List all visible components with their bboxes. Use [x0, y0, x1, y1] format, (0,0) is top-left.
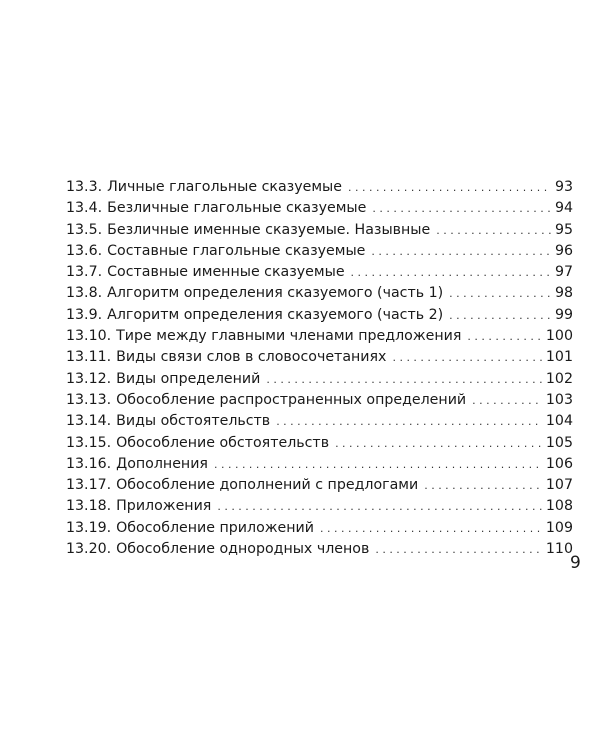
toc-entry-title: Алгоритм определения сказуемого (часть 2) [107, 306, 444, 323]
toc-entry-page: 103 [545, 391, 573, 408]
toc-entry-title: Составные глагольные сказуемые [107, 242, 366, 259]
toc-entry-title: Виды обстоятельств [116, 413, 271, 430]
toc-dot-leader [214, 454, 542, 475]
toc-dot-leader [276, 411, 542, 432]
toc-entry [66, 177, 573, 198]
toc-entry-number: 13.9. [66, 306, 103, 323]
toc-entry [66, 433, 573, 454]
toc-entry-number: 13.14. [66, 413, 112, 430]
toc-entry-title: Обособление обстоятельств [116, 434, 330, 451]
toc-entry [66, 326, 573, 347]
toc-entry-number: 13.11. [66, 349, 112, 366]
toc-entry [66, 220, 573, 241]
toc-dot-leader [371, 241, 551, 262]
toc-entry-page: 94 [554, 200, 573, 217]
toc-entry-number: 13.18. [66, 498, 112, 515]
toc-dot-leader [392, 347, 541, 368]
toc-entry-number: 13.3. [66, 179, 103, 195]
toc-entry [66, 518, 573, 539]
toc-dot-leader [335, 433, 542, 454]
toc-entry [66, 241, 573, 262]
toc-entry-title: Безличные глагольные сказуемые [107, 200, 367, 217]
table-of-contents [66, 177, 573, 560]
toc-entry-title: Составные именные сказуемые [107, 264, 345, 281]
toc-entry [66, 390, 573, 411]
toc-entry [66, 283, 573, 304]
toc-dot-leader [320, 518, 542, 539]
toc-entry-title: Обособление однородных членов [116, 541, 370, 558]
toc-entry-number: 13.19. [66, 519, 112, 536]
toc-entry [66, 539, 573, 560]
toc-dot-leader [449, 305, 551, 326]
toc-entry-page: 105 [545, 434, 573, 451]
toc-dot-leader [424, 475, 542, 496]
toc-entry-number: 13.5. [66, 221, 103, 238]
toc-dot-leader [372, 198, 551, 219]
toc-dot-leader [217, 496, 542, 517]
toc-entry-title: Тире между главными членами предложения [116, 328, 462, 345]
toc-entry-page: 99 [554, 306, 573, 323]
toc-entry-page: 96 [554, 242, 573, 259]
toc-entry-title: Обособление распространенных определений [116, 391, 467, 408]
toc-entry-number: 13.7. [66, 264, 103, 281]
toc-dot-leader [266, 369, 542, 390]
toc-dot-leader [449, 283, 551, 304]
toc-entry-page: 100 [545, 328, 573, 345]
toc-entry [66, 454, 573, 475]
toc-entry-title: Личные глагольные сказуемые [107, 179, 342, 195]
toc-entry-page: 107 [545, 477, 573, 494]
toc-entry-page: 98 [554, 285, 573, 302]
toc-entry-page: 104 [545, 413, 573, 430]
page-number: 9 [570, 553, 581, 573]
toc-entry-title: Дополнения [116, 455, 208, 472]
toc-entry-page: 110 [545, 541, 573, 558]
toc-dot-leader [375, 539, 542, 560]
toc-entry-title: Виды определений [116, 370, 261, 387]
toc-entry-page: 95 [554, 221, 573, 238]
toc-entry-page: 101 [545, 349, 573, 366]
toc-entry-title: Безличные именные сказуемые. Назывные [107, 221, 431, 238]
toc-entry [66, 347, 573, 368]
toc-entry [66, 305, 573, 326]
toc-dot-leader [467, 326, 542, 347]
toc-entry-number: 13.16. [66, 455, 112, 472]
toc-entry-page: 108 [545, 498, 573, 515]
toc-entry [66, 369, 573, 390]
toc-dot-leader [472, 390, 542, 411]
toc-entry [66, 198, 573, 219]
toc-entry-page: 102 [545, 370, 573, 387]
toc-entry-number: 13.15. [66, 434, 112, 451]
toc-entry-title: Приложения [116, 498, 212, 515]
toc-entry-number: 13.10. [66, 328, 112, 345]
toc-entry-number: 13.8. [66, 285, 103, 302]
toc-entry-number: 13.17. [66, 477, 112, 494]
toc-entry-number: 13.6. [66, 242, 103, 259]
toc-entry-title: Виды связи слов в словосочетаниях [116, 349, 387, 366]
toc-entry-page: 109 [545, 519, 573, 536]
toc-dot-leader [436, 220, 551, 241]
toc-dot-leader [348, 177, 551, 198]
toc-entry-page: 106 [545, 455, 573, 472]
toc-entry-title: Обособление приложений [116, 519, 314, 536]
toc-entry-number: 13.20. [66, 541, 112, 558]
toc-entry-number: 13.13. [66, 391, 112, 408]
toc-dot-leader [351, 262, 551, 283]
toc-entry-title: Обособление дополнений с предлогами [116, 477, 419, 494]
toc-entry [66, 496, 573, 517]
toc-entry-title: Алгоритм определения сказуемого (часть 1) [107, 285, 444, 302]
toc-entry-number: 13.4. [66, 200, 103, 217]
toc-entry [66, 475, 573, 496]
toc-entry-number: 13.12. [66, 370, 112, 387]
toc-entry-page: 97 [554, 264, 573, 281]
toc-entry [66, 411, 573, 432]
toc-entry [66, 262, 573, 283]
toc-entry-page: 93 [554, 179, 573, 195]
